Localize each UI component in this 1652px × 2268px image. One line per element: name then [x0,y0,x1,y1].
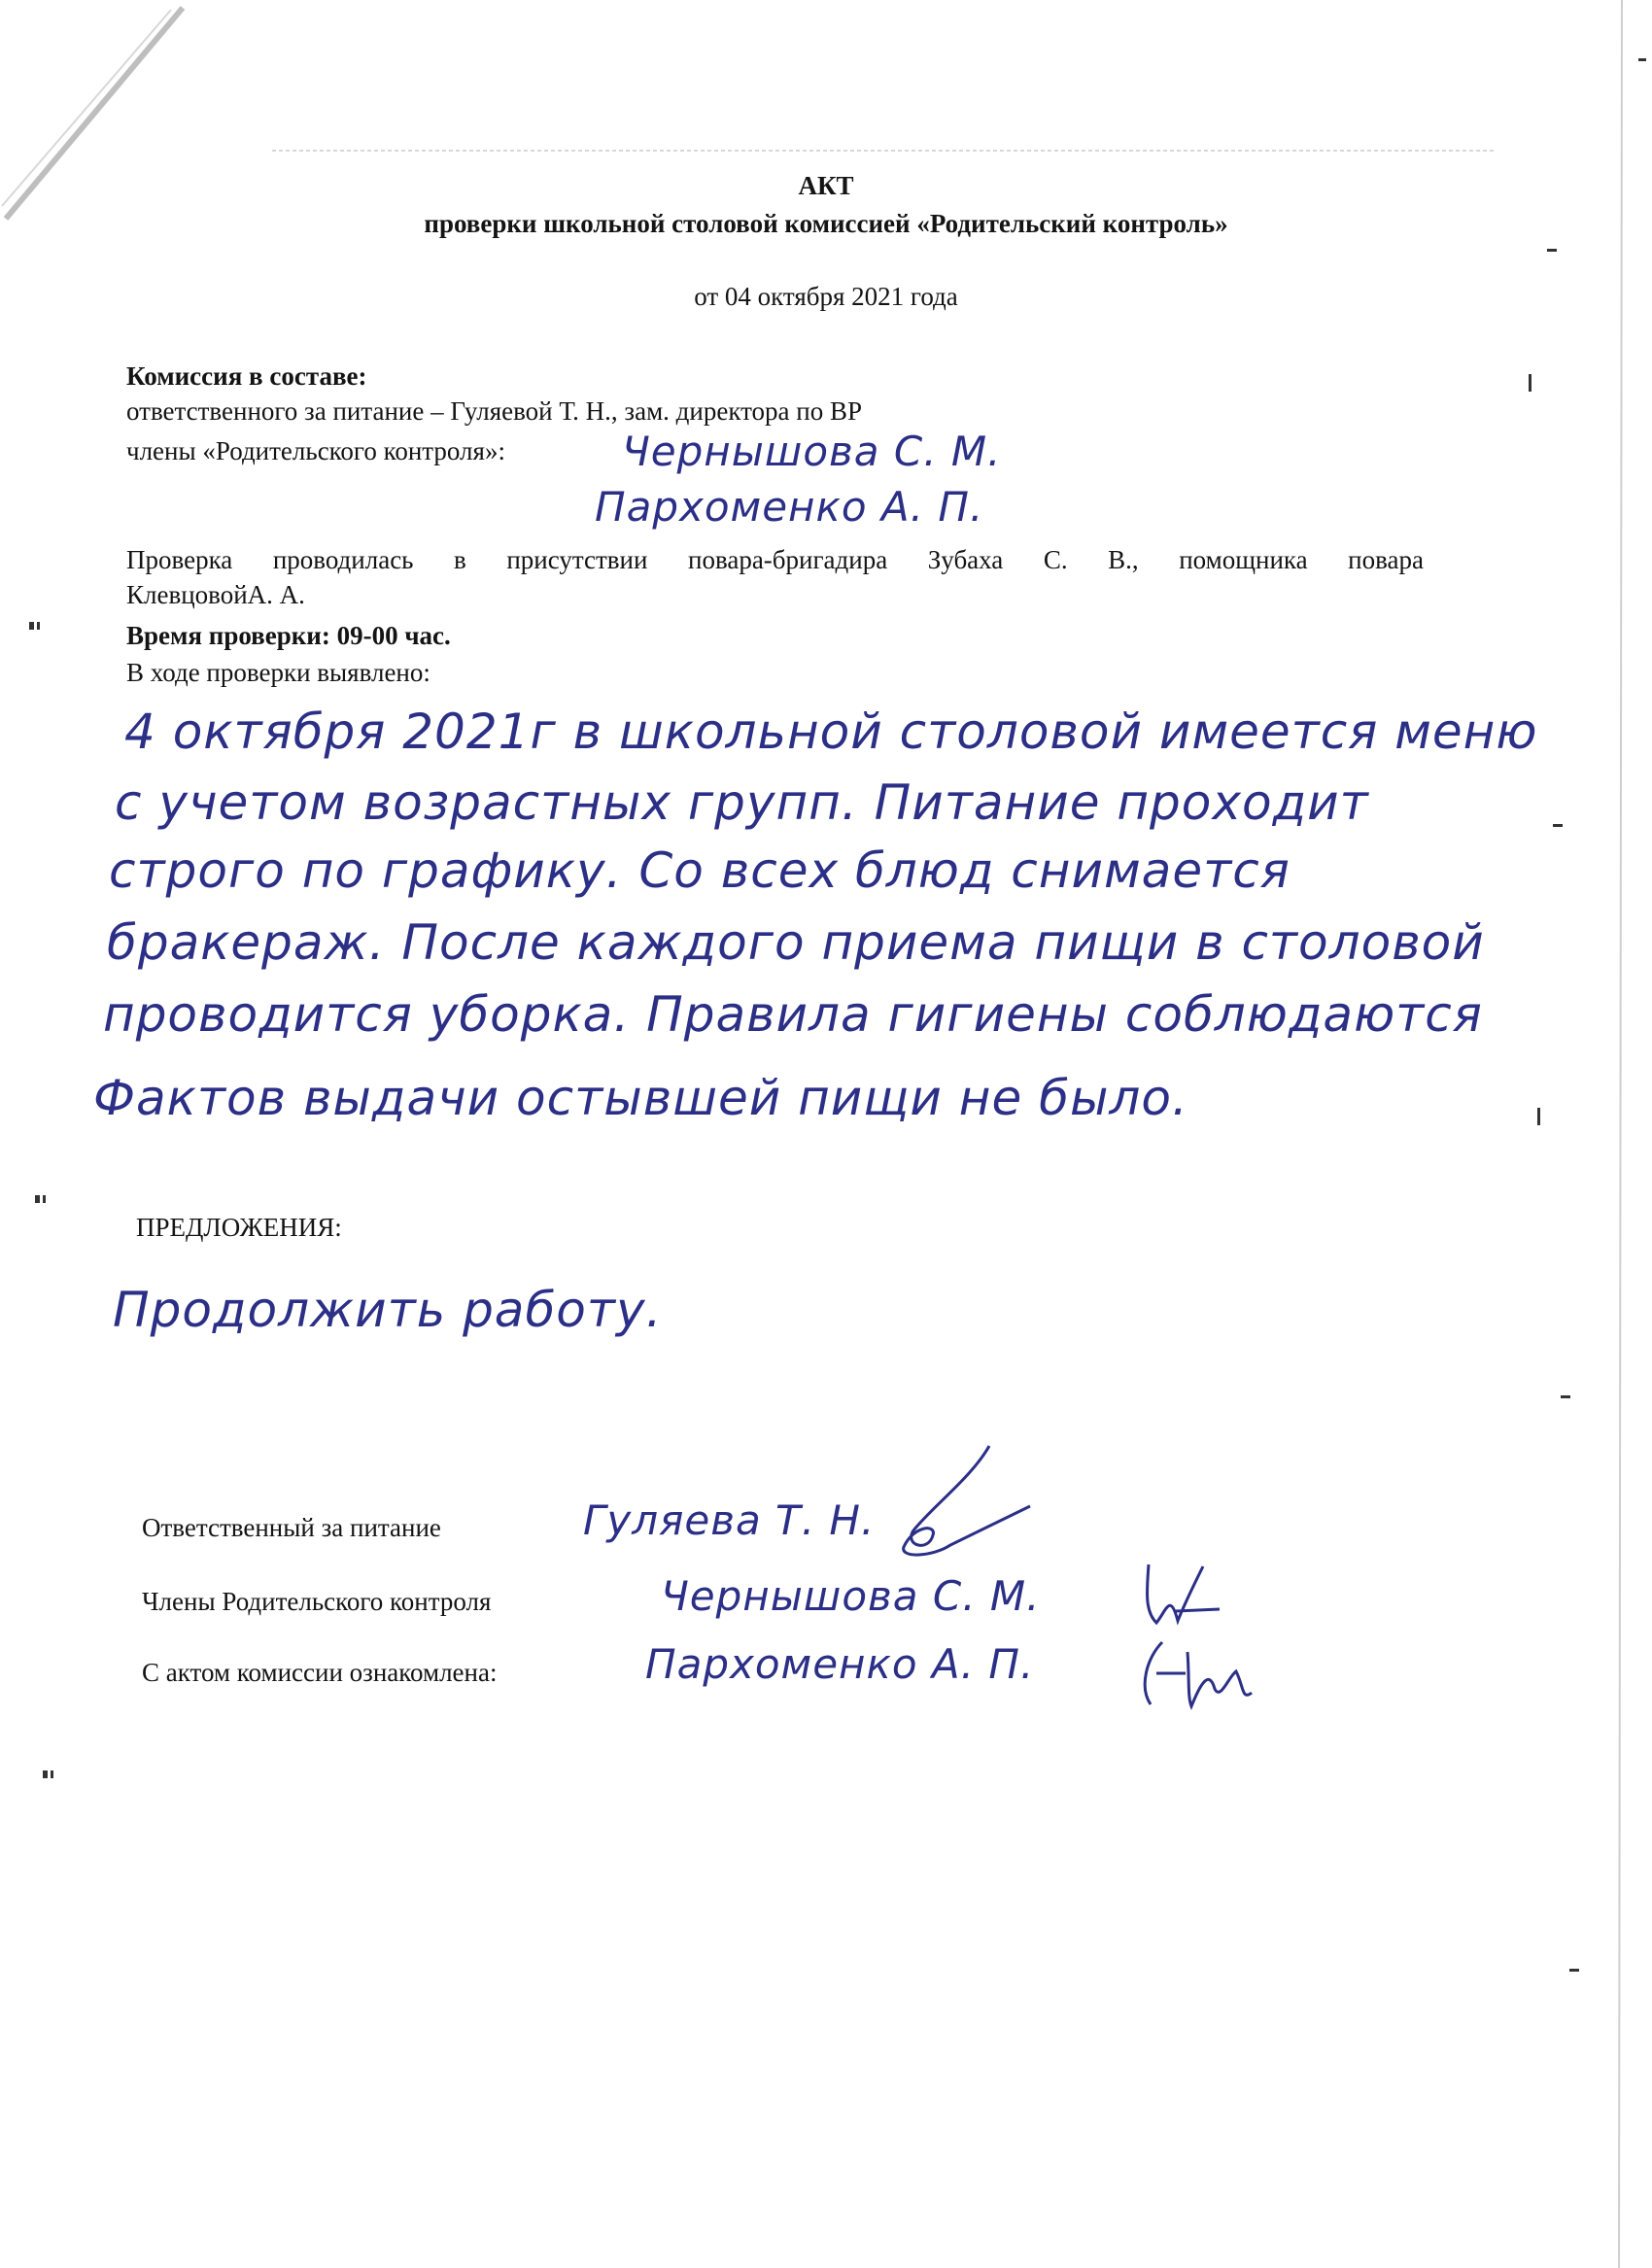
handwritten-findings-line-2: с учетом возрастных групп. Питание проходит [115,774,1369,831]
commission-responsible: ответственного за питание – Гуляевой Т. Н., зам. директора по ВР [126,396,862,426]
handwritten-findings-line-1: 4 октября 2021г в школьной столовой имеется меню [124,704,1538,760]
handwritten-findings-line-5: проводится уборка. Правила гигиены соблюдаются [103,986,1483,1043]
handwritten-proposals: Продолжить работу. [113,1282,663,1338]
commission-members-label: члены «Родительского контроля»: [126,436,505,465]
presence-line-2: КлевцовойА. А. [126,580,305,609]
document-subtitle: проверки школьной столовой комиссией «Родительский контроль» [424,209,1228,238]
commission-heading: Комиссия в составе: [126,361,367,391]
handwritten-findings-line-6: Фактов выдачи остывшей пищи не было. [93,1070,1188,1126]
document-date: от 04 октября 2021 года [694,282,958,311]
signature-scribble-responsible [875,1438,1050,1574]
document-title: АКТ [798,171,854,200]
signature-members-name: Чернышова С. М. [661,1572,1041,1620]
findings-label: В ходе проверки выявлено: [126,658,430,687]
inspection-time: Время проверки: 09-00 час. [126,621,451,650]
signature-scribble-acquainted [1127,1629,1263,1716]
signature-members-label: Члены Родительского контроля [142,1587,492,1616]
proposals-label: ПРЕДЛОЖЕНИЯ: [136,1213,342,1242]
signature-responsible-label: Ответственный за питание [142,1513,441,1542]
signature-scribble-members [1127,1553,1234,1640]
handwritten-member-1: Чернышова С. М. [622,428,1002,475]
signature-acquainted-label: С актом комиссии ознакомлена: [142,1658,498,1687]
signature-responsible-name: Гуляева Т. Н. [583,1496,876,1544]
handwritten-findings-line-3: строго по графику. Со всех блюд снимается [109,842,1291,899]
signature-acquainted-name: Пархоменко А. П. [645,1640,1035,1688]
handwritten-member-2: Пархоменко А. П. [595,483,984,531]
handwritten-findings-line-4: бракераж. После каждого приема пищи в столовой [107,914,1485,971]
presence-line-1: Проверка проводилась в присутствии повара-бригадира Зубаха С. В., помощника повара [126,545,1424,574]
